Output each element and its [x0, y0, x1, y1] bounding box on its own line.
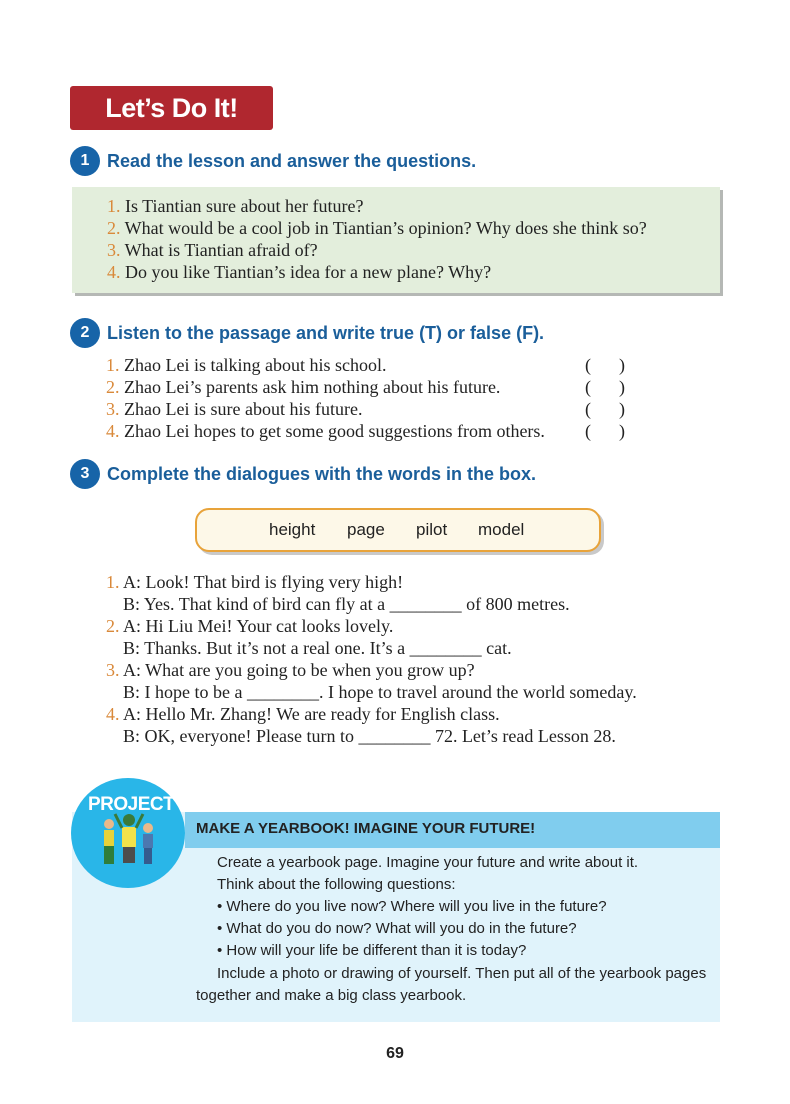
- tf-item: 4. Zhao Lei hopes to get some good suggestions from others.: [106, 421, 545, 441]
- project-bullet: • How will your life be different than it is today?: [217, 942, 527, 959]
- section-3-header: [70, 458, 536, 490]
- project-text: Include a photo or drawing of yourself. Then put all of the yearbook pages: [217, 965, 707, 982]
- question-item: 4. Do you like Tiantian’s idea for a new plane? Why?: [107, 262, 492, 282]
- section-title: Listen to the passage and write true (T) or false (F).: [107, 322, 545, 343]
- dialogue-line-a: 3. A: What are you going to be when you grow up?: [106, 660, 475, 680]
- dialogue-line-b: B: OK, everyone! Please turn to ________ 72. Let’s read Lesson 28.: [123, 726, 616, 746]
- dialogue-line-a: 4. A: Hello Mr. Zhang! We are ready for English class.: [106, 704, 500, 724]
- page-number: 69: [386, 1045, 404, 1062]
- project-text: Think about the following questions:: [217, 876, 456, 893]
- dialogue-line-b: B: Thanks. But it’s not a real one. It’s a ________ cat.: [123, 638, 512, 658]
- word: pilot: [416, 520, 448, 539]
- dialogue-line-a: 2. A: Hi Liu Mei! Your cat looks lovely.: [106, 616, 394, 636]
- project-bullet: • Where do you live now? Where will you live in the future?: [217, 898, 607, 915]
- project-bullet: • What do you do now? What will you do in the future?: [217, 920, 577, 937]
- question-item: 1. Is Tiantian sure about her future?: [107, 196, 364, 216]
- section-title: Complete the dialogues with the words in the box.: [107, 463, 537, 484]
- dialogue-line-b: B: I hope to be a ________. I hope to travel around the world someday.: [123, 682, 637, 702]
- tf-item: 1. Zhao Lei is talking about his school.: [106, 355, 387, 375]
- dialogue-line-a: 1. A: Look! That bird is flying very high!: [106, 572, 404, 592]
- word: model: [478, 520, 525, 539]
- word: height: [269, 520, 316, 539]
- section-2-header: [70, 317, 544, 349]
- answer-blank[interactable]: ( ): [585, 399, 625, 419]
- section-1-header: [70, 145, 476, 177]
- tf-item: 2. Zhao Lei’s parents ask him nothing about his future.: [106, 377, 501, 397]
- word-box: [195, 508, 601, 552]
- section-number-badge: 3: [70, 459, 100, 489]
- question-item: 2. What would be a cool job in Tiantian’s opinion? Why does she think so?: [107, 218, 647, 238]
- answer-blank[interactable]: ( ): [585, 355, 625, 375]
- section-number-badge: 2: [70, 318, 100, 348]
- project-title: MAKE A YEARBOOK! IMAGINE YOUR FUTURE!: [196, 820, 536, 837]
- question-item: 3. What is Tiantian afraid of?: [107, 240, 318, 260]
- dialogue-line-b: B: Yes. That kind of bird can fly at a ________ of 800 metres.: [123, 594, 570, 614]
- section-number-badge: 1: [70, 146, 100, 176]
- lets-do-it-banner: Let’s Do It!: [70, 86, 273, 130]
- answer-blank[interactable]: ( ): [585, 377, 625, 397]
- section-title: Read the lesson and answer the questions.: [107, 150, 477, 171]
- project-label: PROJECT: [88, 794, 175, 815]
- answer-blank[interactable]: ( ): [585, 421, 625, 441]
- word: page: [347, 520, 385, 539]
- project-text: Create a yearbook page. Imagine your future and write about it.: [217, 854, 639, 871]
- tf-item: 3. Zhao Lei is sure about his future.: [106, 399, 363, 419]
- project-text: together and make a big class yearbook.: [196, 987, 467, 1004]
